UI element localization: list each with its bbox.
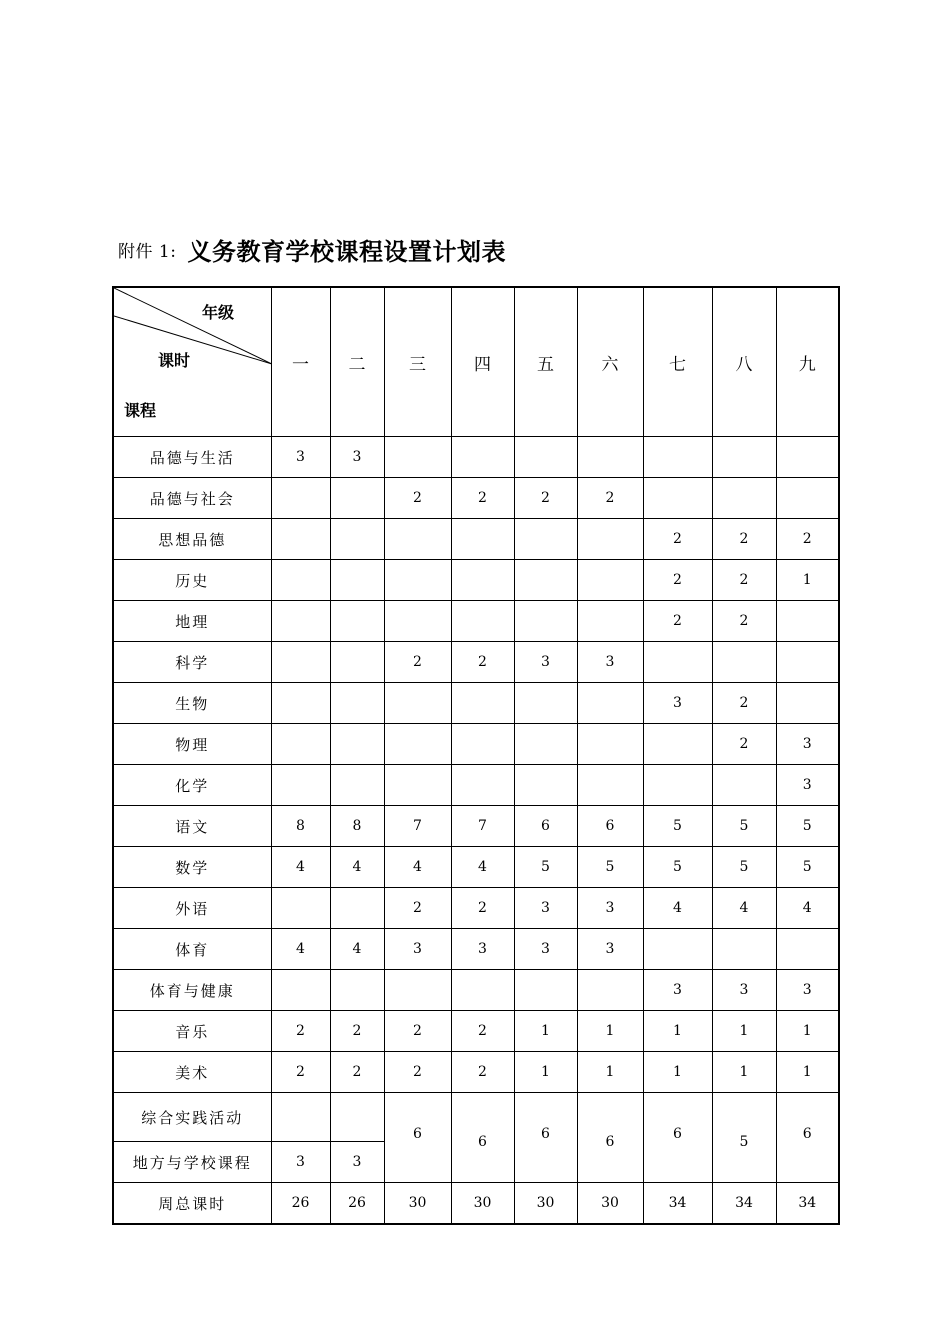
hours-cell: 4 (451, 847, 514, 888)
hours-cell (271, 601, 330, 642)
subject-name: 音乐 (113, 1011, 271, 1052)
merged-hours-cell: 6 (776, 1093, 839, 1183)
hours-cell (384, 765, 451, 806)
hours-cell (776, 478, 839, 519)
hours-cell: 5 (712, 806, 776, 847)
hours-cell: 4 (776, 888, 839, 929)
hours-cell (384, 683, 451, 724)
hours-cell: 1 (776, 560, 839, 601)
header-row (113, 287, 839, 437)
grade-header: 六 (577, 287, 643, 437)
hours-cell: 4 (643, 888, 712, 929)
page-title: 义务教育学校课程设置计划表 (187, 237, 507, 266)
hours-cell: 2 (451, 478, 514, 519)
total-row (113, 1183, 839, 1225)
hours-cell: 2 (712, 724, 776, 765)
hours-cell: 3 (271, 437, 330, 478)
hours-cell: 1 (776, 1052, 839, 1093)
subject-name: 外语 (113, 888, 271, 929)
hours-cell (271, 683, 330, 724)
hours-cell: 3 (776, 724, 839, 765)
hours-cell (451, 519, 514, 560)
hours-cell: 1 (643, 1052, 712, 1093)
hours-cell: 1 (712, 1052, 776, 1093)
table-row (113, 806, 839, 847)
total-label: 周总课时 (113, 1183, 271, 1225)
hours-cell (271, 519, 330, 560)
hours-cell: 2 (451, 1052, 514, 1093)
hours-cell: 2 (643, 560, 712, 601)
hours-cell: 2 (451, 1011, 514, 1052)
subject-name: 品德与生活 (113, 437, 271, 478)
hours-cell (330, 970, 384, 1011)
hours-cell (776, 929, 839, 970)
hours-cell (577, 519, 643, 560)
hours-cell: 2 (712, 683, 776, 724)
hours-cell: 5 (643, 806, 712, 847)
hours-cell (514, 970, 577, 1011)
hours-cell (271, 970, 330, 1011)
total-cell: 26 (271, 1183, 330, 1225)
hours-cell: 2 (384, 642, 451, 683)
subject-name: 数学 (113, 847, 271, 888)
table-row (113, 1011, 839, 1052)
grade-header: 九 (776, 287, 839, 437)
hours-cell (577, 601, 643, 642)
table-row (113, 560, 839, 601)
attachment-label: 附件 1: (118, 242, 177, 262)
document-title (118, 232, 506, 272)
hours-cell: 2 (271, 1052, 330, 1093)
hours-cell: 1 (643, 1011, 712, 1052)
total-cell: 30 (514, 1183, 577, 1225)
table-row (113, 601, 839, 642)
hours-cell (643, 929, 712, 970)
subject-name: 体育与健康 (113, 970, 271, 1011)
merged-hours-cell: 6 (384, 1093, 451, 1183)
subject-name: 化学 (113, 765, 271, 806)
grade-header: 五 (514, 287, 577, 437)
merged-hours-cell: 6 (577, 1093, 643, 1183)
hours-cell (271, 642, 330, 683)
hours-cell: 3 (514, 888, 577, 929)
hours-cell (514, 765, 577, 806)
hours-cell: 2 (384, 1052, 451, 1093)
hours-cell: 5 (643, 847, 712, 888)
hours-cell (384, 560, 451, 601)
grade-header: 三 (384, 287, 451, 437)
hours-cell (330, 478, 384, 519)
hours-cell: 3 (776, 765, 839, 806)
table-row (113, 683, 839, 724)
hours-cell (330, 601, 384, 642)
hours-cell: 3 (330, 1142, 384, 1183)
total-cell: 30 (577, 1183, 643, 1225)
hours-cell (330, 642, 384, 683)
hours-cell (271, 1093, 330, 1142)
hours-cell: 3 (271, 1142, 330, 1183)
hours-cell (330, 724, 384, 765)
hours-cell (271, 560, 330, 601)
hours-cell: 1 (514, 1052, 577, 1093)
hours-cell (451, 437, 514, 478)
hours-cell (577, 560, 643, 601)
hours-cell: 4 (330, 847, 384, 888)
hours-cell (451, 724, 514, 765)
hours-cell (271, 888, 330, 929)
table-row (113, 929, 839, 970)
hours-cell (577, 437, 643, 478)
hours-cell (577, 724, 643, 765)
hours-cell: 2 (451, 642, 514, 683)
grade-header: 四 (451, 287, 514, 437)
hours-cell (514, 437, 577, 478)
table-row (113, 642, 839, 683)
hours-cell: 7 (451, 806, 514, 847)
hours-cell: 1 (776, 1011, 839, 1052)
hours-cell (643, 478, 712, 519)
hours-cell: 4 (271, 929, 330, 970)
hours-cell: 2 (712, 519, 776, 560)
hours-cell (330, 519, 384, 560)
grade-header: 一 (271, 287, 330, 437)
hours-cell (384, 519, 451, 560)
hours-cell: 4 (271, 847, 330, 888)
hours-cell (776, 601, 839, 642)
grade-header: 八 (712, 287, 776, 437)
hours-cell: 3 (514, 642, 577, 683)
hours-cell (384, 970, 451, 1011)
hours-cell: 3 (451, 929, 514, 970)
hours-cell (514, 519, 577, 560)
hours-cell (577, 765, 643, 806)
hours-cell: 2 (330, 1011, 384, 1052)
hours-cell (712, 437, 776, 478)
hours-cell: 2 (577, 478, 643, 519)
hours-cell (712, 642, 776, 683)
hours-cell: 3 (643, 970, 712, 1011)
hours-cell (451, 765, 514, 806)
hours-cell: 3 (577, 888, 643, 929)
hours-cell: 3 (330, 437, 384, 478)
hours-cell: 5 (776, 806, 839, 847)
hours-cell (712, 765, 776, 806)
table-row (113, 888, 839, 929)
hours-cell: 2 (384, 478, 451, 519)
hours-cell (776, 683, 839, 724)
subject-name: 语文 (113, 806, 271, 847)
table-row (113, 970, 839, 1011)
hours-cell (271, 765, 330, 806)
hours-cell (577, 970, 643, 1011)
hours-cell: 5 (514, 847, 577, 888)
grade-header: 二 (330, 287, 384, 437)
course-axis-label: 课程 (124, 401, 157, 420)
hours-cell: 2 (643, 601, 712, 642)
hours-cell: 3 (577, 929, 643, 970)
hours-cell (451, 683, 514, 724)
hours-cell (271, 478, 330, 519)
hours-cell (451, 560, 514, 601)
merged-hours-cell: 5 (712, 1093, 776, 1183)
subject-name: 美术 (113, 1052, 271, 1093)
table-row (113, 1052, 839, 1093)
hours-cell: 1 (577, 1011, 643, 1052)
total-cell: 30 (451, 1183, 514, 1225)
total-cell: 30 (384, 1183, 451, 1225)
merged-hours-cell: 6 (514, 1093, 577, 1183)
hours-cell (330, 1093, 384, 1142)
hours-cell (514, 560, 577, 601)
hours-cell: 8 (330, 806, 384, 847)
hours-cell (514, 724, 577, 765)
hours-cell: 6 (577, 806, 643, 847)
hours-cell (514, 601, 577, 642)
hours-cell (712, 478, 776, 519)
hours-cell (451, 970, 514, 1011)
hours-cell (330, 888, 384, 929)
hours-cell (271, 724, 330, 765)
hours-cell: 1 (712, 1011, 776, 1052)
curriculum-table (112, 286, 840, 1225)
hours-cell: 4 (384, 847, 451, 888)
hours-cell: 1 (514, 1011, 577, 1052)
hours-cell (776, 437, 839, 478)
subject-name: 体育 (113, 929, 271, 970)
subject-name: 地方与学校课程 (113, 1142, 271, 1183)
subject-name: 综合实践活动 (113, 1093, 271, 1142)
hours-cell: 4 (330, 929, 384, 970)
hours-cell: 2 (712, 601, 776, 642)
hours-axis-label: 课时 (158, 351, 191, 370)
hours-cell: 5 (712, 847, 776, 888)
hours-cell (577, 683, 643, 724)
hours-cell: 2 (384, 1011, 451, 1052)
hours-cell: 7 (384, 806, 451, 847)
table-row (113, 478, 839, 519)
hours-cell: 3 (712, 970, 776, 1011)
total-cell: 34 (643, 1183, 712, 1225)
hours-cell (776, 642, 839, 683)
corner-cell (113, 287, 271, 437)
hours-cell (514, 683, 577, 724)
hours-cell (384, 724, 451, 765)
hours-cell (384, 601, 451, 642)
hours-cell: 4 (712, 888, 776, 929)
grade-header: 七 (643, 287, 712, 437)
subject-name: 物理 (113, 724, 271, 765)
hours-cell: 2 (271, 1011, 330, 1052)
subject-name: 生物 (113, 683, 271, 724)
hours-cell: 6 (514, 806, 577, 847)
hours-cell (330, 765, 384, 806)
table-row (113, 847, 839, 888)
hours-cell: 5 (776, 847, 839, 888)
hours-cell: 1 (577, 1052, 643, 1093)
table-row (113, 519, 839, 560)
subject-name: 思想品德 (113, 519, 271, 560)
total-cell: 34 (712, 1183, 776, 1225)
hours-cell (330, 560, 384, 601)
merged-hours-cell: 6 (451, 1093, 514, 1183)
hours-cell: 5 (577, 847, 643, 888)
hours-cell (643, 437, 712, 478)
hours-cell: 3 (643, 683, 712, 724)
hours-cell (712, 929, 776, 970)
hours-cell: 3 (776, 970, 839, 1011)
hours-cell: 2 (451, 888, 514, 929)
hours-cell (330, 683, 384, 724)
table-row (113, 724, 839, 765)
table-row (113, 765, 839, 806)
table-row (113, 437, 839, 478)
subject-name: 科学 (113, 642, 271, 683)
grade-axis-label: 年级 (202, 303, 235, 322)
hours-cell (643, 642, 712, 683)
hours-cell (643, 724, 712, 765)
hours-cell: 8 (271, 806, 330, 847)
hours-cell: 2 (330, 1052, 384, 1093)
hours-cell: 2 (776, 519, 839, 560)
hours-cell: 2 (514, 478, 577, 519)
hours-cell (451, 601, 514, 642)
hours-cell (384, 437, 451, 478)
hours-cell: 2 (712, 560, 776, 601)
merged-hours-cell: 6 (643, 1093, 712, 1183)
table-row (113, 1093, 839, 1142)
total-cell: 34 (776, 1183, 839, 1225)
total-cell: 26 (330, 1183, 384, 1225)
hours-cell: 3 (577, 642, 643, 683)
subject-name: 历史 (113, 560, 271, 601)
hours-cell (643, 765, 712, 806)
subject-name: 地理 (113, 601, 271, 642)
hours-cell: 3 (384, 929, 451, 970)
hours-cell: 2 (643, 519, 712, 560)
hours-cell: 3 (514, 929, 577, 970)
subject-name: 品德与社会 (113, 478, 271, 519)
hours-cell: 2 (384, 888, 451, 929)
